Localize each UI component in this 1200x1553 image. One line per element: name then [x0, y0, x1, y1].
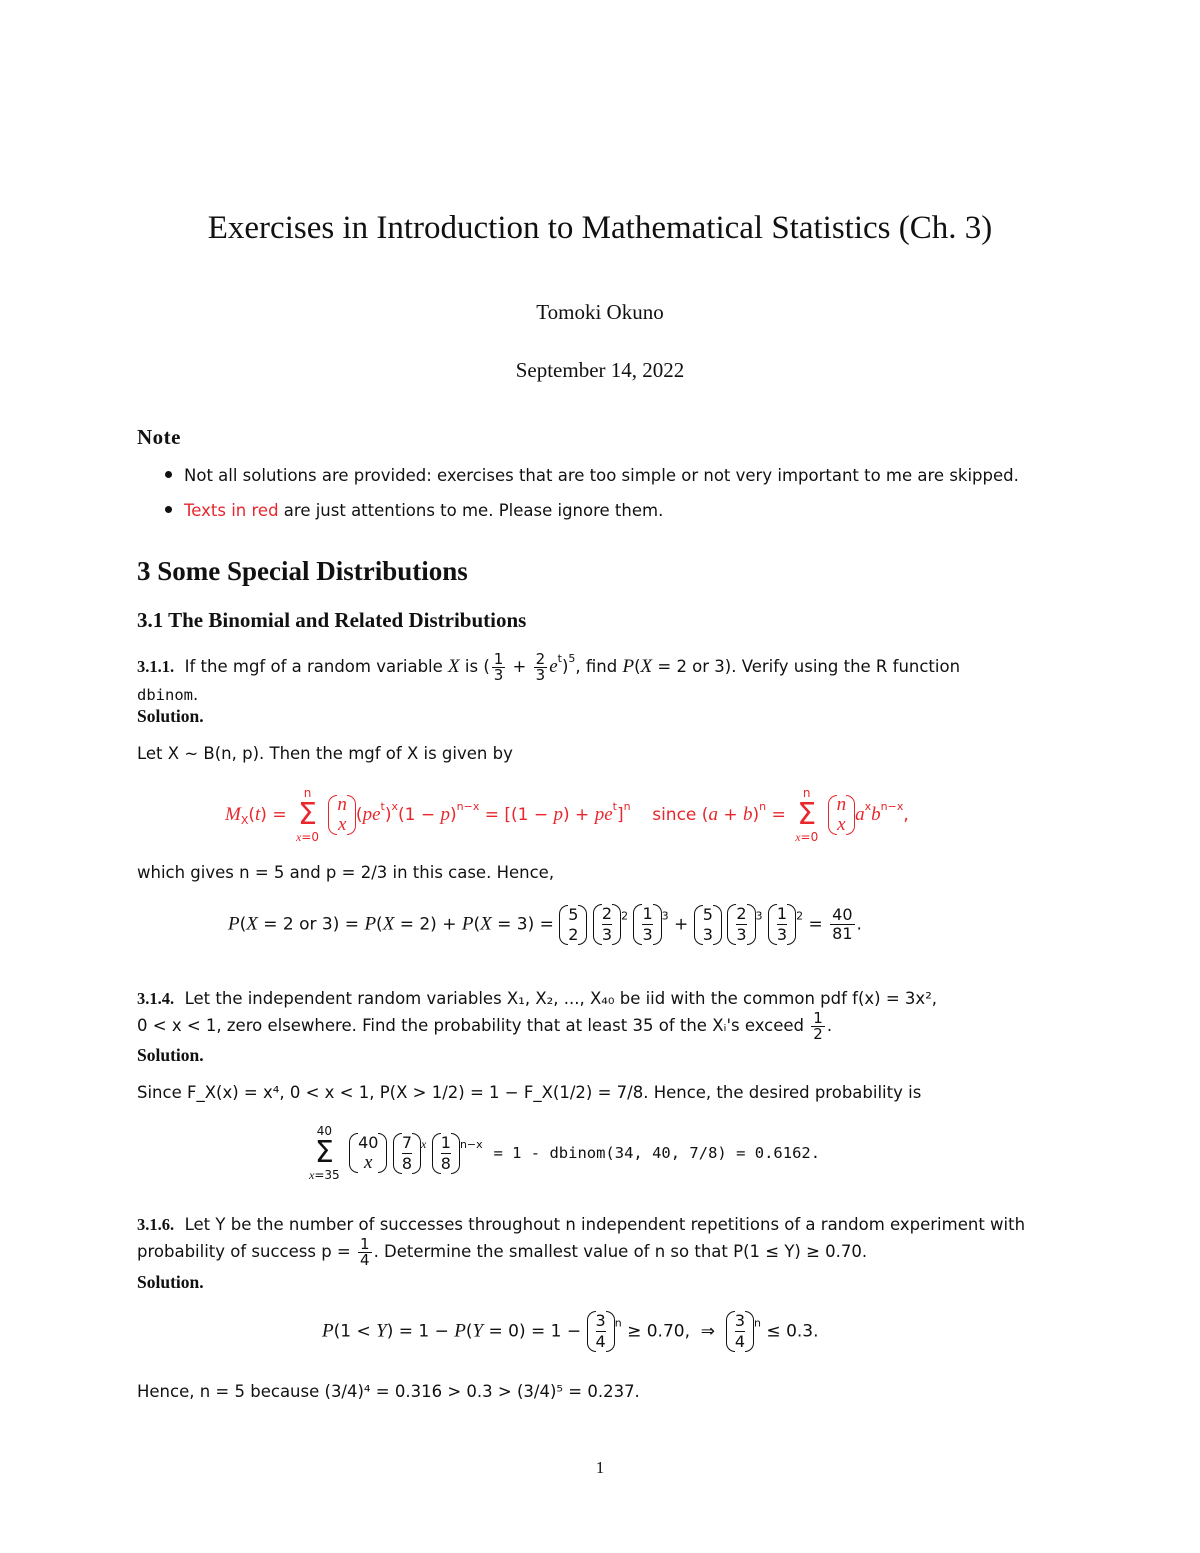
- exercise-text: .: [193, 685, 199, 704]
- solution-label: Solution.: [137, 1045, 204, 1065]
- solution-conclusion: Hence, n = 5 because (3/4)⁴ = 0.316 > 0.3 > (3/4)⁵ = 0.237.: [137, 1382, 640, 1401]
- author: Tomoki Okuno: [536, 300, 664, 324]
- exercise-3-1-1: 3.1.1. If the mgf of a random variable X is ( $\frac{1}{3}$ + $\frac{2}{3}$ $e^t)^5$, find P(X = 2 or 3). Verify using the R function dbinom.: [137, 650, 961, 704]
- exercise-text: 0 < x < 1, zero elsewhere. Find the probability that at least 35 of the Xᵢ's exceed: [137, 1016, 805, 1035]
- exercise-text: . Verify using the R function: [731, 657, 961, 676]
- exercise-number: 3.1.4.: [137, 989, 175, 1008]
- solution-label: Solution.: [137, 706, 204, 726]
- date: September 14, 2022: [515, 358, 685, 382]
- exercise-text: . Determine the smallest value of n so that P(1 ≤ Y) ≥ 0.70.: [373, 1242, 868, 1261]
- subsection-heading: 3.1 The Binomial and Related Distributions: [137, 608, 527, 632]
- result-numerator: 40: [832, 905, 853, 924]
- probability-equation: P(X = 2 or 3) = P(X = 2) + P(X = 3) = 5 2 $\frac{2}{3}$ $^2$ $\frac{1}{3}$ $^3$ + 5 3 $\frac{2}{3}$ $^3$ $\frac{1}{3}$ $^2$ = $\frac{40}{81}$ .: [228, 904, 862, 944]
- exercise-text: If the mgf of a random variable: [184, 657, 443, 676]
- note-bullet-2-text: are just attentions to me. Please ignore them.: [278, 501, 664, 520]
- exercise-number: 3.1.1.: [137, 657, 175, 676]
- probability-inequality: P(1 < Y) = 1 − P(Y = 0) = 1 − $\frac{3}{4}$ $^n$ ≥ 0.70, ⇒ $\frac{3}{4}$ $^n$ ≤ 0.3.: [322, 1311, 819, 1351]
- exercise-3-1-4: 3.1.4. Let the independent random variables X₁, X₂, ..., X₄₀ be iid with the common pdf f(x) = 3x², 0 < x < 1, zero elsewhere. Find the probability that at least 35 of the Xᵢ's exceed $\frac{1}{2}$ .: [137, 989, 938, 1043]
- bullet-dot: [165, 506, 172, 513]
- note-bullet-1-text: Not all solutions are provided: exercises that are too simple or not very important to me are skipped.: [184, 466, 1019, 485]
- result-denominator: 81: [832, 924, 853, 943]
- binomial-sum-equation: 40 Σ x=35 40 x $\frac{7}{8}$ $^x$ $\frac{1}{8}$ $^{n-x}$ = 1 - dbinom(34, 40, 7/8) = 0.6162.: [309, 1124, 821, 1182]
- mgf-equation: $M_X(t) = n$ Σ x=0 n x $(pe^t)^x(1 - p)^{n-x} = [(1 - p) + pe^t]^n$ since $(a + b)^n = n$ Σ x=0 n x $a^xb^{n-x}$,: [225, 786, 909, 844]
- page-number: 1: [595, 1458, 605, 1477]
- r-code-result: = 1 - dbinom(34, 40, 7/8) = 0.6162.: [493, 1144, 821, 1162]
- r-function-name: dbinom: [137, 686, 193, 704]
- note-bullet-1: [165, 466, 1019, 485]
- solution-label: Solution.: [137, 1272, 204, 1292]
- exercise-number: 3.1.6.: [137, 1215, 175, 1234]
- solution-text: Let X ∼ B(n, p). Then the mgf of X is given by: [137, 744, 513, 763]
- solution-text: which gives n = 5 and p = 2/3 in this case. Hence,: [137, 863, 555, 882]
- solution-text: Since F_X(x) = x⁴, 0 < x < 1, P(X > 1/2) = 1 − F_X(1/2) = 7/8. Hence, the desired probability is: [137, 1083, 922, 1102]
- bullet-dot: [165, 471, 172, 478]
- note-bullet-2: [165, 501, 663, 520]
- exercise-text: Let the independent random variables X₁, X₂, ..., X₄₀ be iid with the common pdf f(x) = 3x²,: [184, 989, 938, 1008]
- exercise-text: Let Y be the number of successes throughout n independent repetitions of a random experiment with: [184, 1215, 1026, 1234]
- note-bullet-2-red-text: Texts in red: [184, 501, 279, 520]
- note-heading: Note: [137, 425, 181, 449]
- exercise-text: probability of success p =: [137, 1242, 351, 1261]
- exercise-text: is: [464, 657, 479, 676]
- exercise-text: , find: [575, 657, 618, 676]
- equation-text: since: [652, 805, 697, 825]
- section-heading: 3 Some Special Distributions: [137, 556, 468, 586]
- exercise-3-1-6: 3.1.6. Let Y be the number of successes throughout n independent repetitions of a random experiment with probability of success p = $\frac{1}{4}$ . Determine the smallest value of n so that P(1 ≤ Y) ≥ 0.70.: [137, 1215, 1026, 1269]
- document-title: Exercises in Introduction to Mathematical Statistics (Ch. 3): [207, 210, 993, 246]
